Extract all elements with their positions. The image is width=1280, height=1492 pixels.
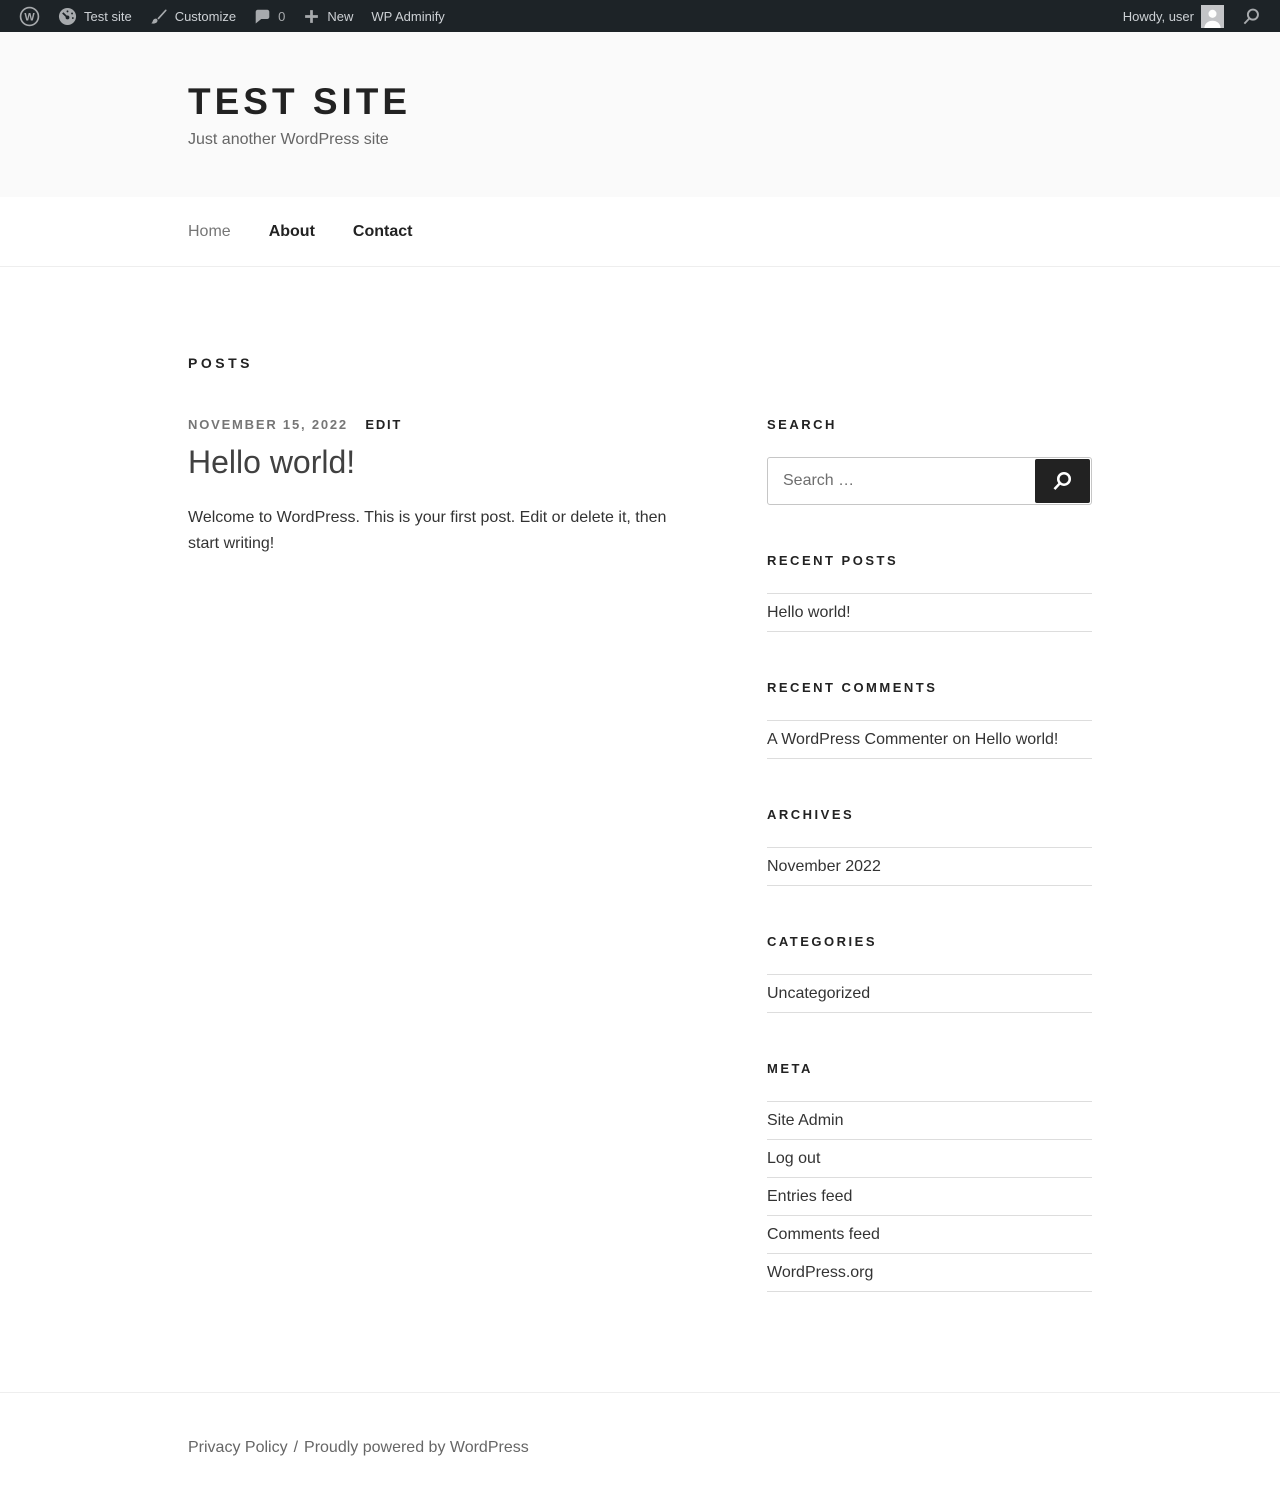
page-title: POSTS — [188, 355, 253, 371]
categories-widget — [767, 934, 1092, 1013]
category-item[interactable] — [767, 975, 1092, 1013]
admin-bar-my-account[interactable] — [1114, 0, 1233, 32]
admin-bar-site-name-label: Test site — [84, 8, 132, 24]
footer-text — [188, 1439, 529, 1456]
admin-bar-comments[interactable] — [245, 0, 294, 32]
nav-item-home[interactable]: Home — [188, 222, 231, 240]
howdy-label: Howdy, user — [1122, 8, 1194, 24]
admin-bar-search[interactable] — [1233, 0, 1270, 32]
footer-separator: / — [293, 1439, 299, 1456]
meta-title: META — [767, 1061, 813, 1076]
categories-title: CATEGORIES — [767, 934, 877, 949]
nav-item-about[interactable]: About — [268, 222, 315, 240]
archive-item[interactable] — [767, 848, 1092, 886]
admin-bar-customize-label: Customize — [174, 8, 237, 24]
admin-bar-wp-adminify[interactable] — [362, 0, 453, 32]
comments-feed-link[interactable]: Comments feed — [767, 1226, 880, 1243]
admin-bar-comments-count: 0 — [278, 8, 286, 24]
comment-connector: on — [948, 731, 975, 748]
admin-bar-new[interactable] — [294, 0, 362, 32]
site-footer — [0, 1392, 1280, 1492]
admin-bar-new-label: New — [327, 8, 354, 24]
search-widget — [767, 417, 1092, 505]
wp-logo-menu[interactable] — [10, 0, 49, 32]
post-date-link[interactable]: NOVEMBER 15, 2022 — [188, 417, 348, 432]
recent-comment-item — [767, 721, 1092, 759]
recent-post-item[interactable] — [767, 594, 1092, 632]
site-content — [0, 267, 1280, 1392]
paintbrush-icon — [150, 7, 168, 25]
entry-meta — [188, 417, 713, 433]
meta-item-comments-feed[interactable] — [767, 1216, 1092, 1254]
meta-item-entries-feed[interactable] — [767, 1178, 1092, 1216]
comment-author-link[interactable]: A WordPress Commenter — [767, 731, 949, 748]
site-title[interactable]: TEST SITE — [188, 81, 412, 122]
archives-widget — [767, 807, 1092, 886]
post-body: Welcome to WordPress. This is your first post. Edit or delete it, then start writing! — [188, 509, 667, 552]
admin-bar — [0, 0, 1280, 32]
entries-feed-link[interactable]: Entries feed — [767, 1188, 853, 1205]
recent-post-link[interactable]: Hello world! — [767, 604, 851, 621]
recent-posts-widget — [767, 553, 1092, 632]
meta-widget — [767, 1061, 1092, 1292]
privacy-policy-link[interactable]: Privacy Policy — [188, 1439, 288, 1456]
post-article — [188, 417, 713, 557]
meta-item-log-out[interactable] — [767, 1140, 1092, 1178]
site-admin-link[interactable]: Site Admin — [767, 1112, 844, 1129]
comment-bubble-icon — [254, 8, 271, 25]
sidebar — [767, 417, 1092, 1340]
site-header — [0, 32, 1280, 197]
search-icon — [1242, 7, 1261, 26]
category-link[interactable]: Uncategorized — [767, 985, 871, 1002]
dashboard-gauge-icon — [58, 7, 77, 26]
meta-item-site-admin[interactable] — [767, 1102, 1092, 1140]
search-submit-button[interactable] — [1035, 459, 1090, 503]
powered-by-link[interactable]: Proudly powered by WordPress — [304, 1439, 529, 1456]
site-tagline: Just another WordPress site — [188, 131, 389, 148]
svg-text:W: W — [24, 10, 35, 23]
recent-posts-title: RECENT POSTS — [767, 553, 899, 568]
comment-post-link[interactable]: Hello world! — [974, 731, 1059, 748]
avatar — [1201, 5, 1224, 28]
recent-comments-widget — [767, 680, 1092, 759]
search-form — [767, 457, 1092, 505]
admin-bar-customize[interactable] — [141, 0, 245, 32]
admin-bar-wp-adminify-label: WP Adminify — [371, 8, 445, 24]
main-navigation — [0, 197, 1280, 267]
post-edit-link[interactable]: EDIT — [365, 417, 403, 432]
post-title[interactable]: Hello world! — [188, 444, 356, 480]
plus-icon — [303, 8, 320, 25]
wordpress-logo-icon — [19, 6, 40, 27]
meta-item-wordpress-org[interactable] — [767, 1254, 1092, 1292]
recent-comments-title: RECENT COMMENTS — [767, 680, 938, 695]
wordpress-org-link[interactable]: WordPress.org — [767, 1264, 874, 1281]
admin-bar-site-name[interactable] — [49, 0, 141, 32]
log-out-link[interactable]: Log out — [767, 1150, 821, 1167]
search-widget-title: SEARCH — [767, 417, 837, 432]
nav-item-contact[interactable]: Contact — [352, 222, 413, 240]
search-button-icon — [1051, 470, 1074, 493]
archives-title: ARCHIVES — [767, 807, 855, 822]
archive-link[interactable]: November 2022 — [767, 858, 881, 875]
